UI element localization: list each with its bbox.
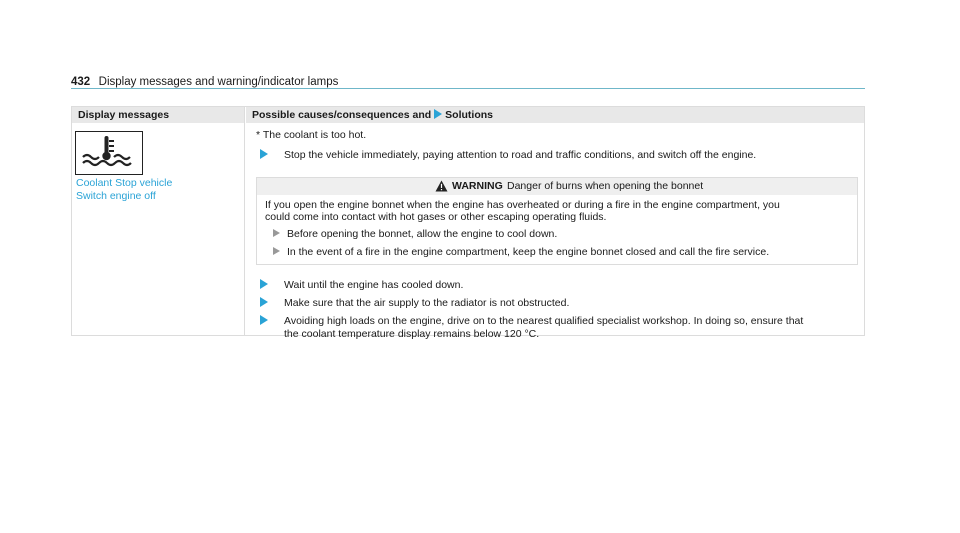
step-text: Wait until the engine has cooled down.	[284, 279, 464, 291]
warning-label: WARNING	[452, 180, 503, 192]
step-text: Make sure that the air supply to the radiator is not obstructed.	[284, 297, 570, 309]
arrow-icon	[434, 109, 442, 119]
warning-header	[257, 178, 857, 195]
col2-header-text: Possible causes/consequences and	[252, 109, 432, 121]
step-text	[284, 315, 864, 341]
warning-triangle-icon	[435, 180, 448, 198]
step-air-supply	[260, 297, 860, 310]
message-line-1: Coolant Stop vehicle	[76, 177, 173, 189]
step-text-line-2: the coolant temperature display remains below 120 °C.	[284, 328, 540, 340]
warning-body-line-1: If you open the engine bonnet when the engine has overheated or during a fire in the engine compartment, you	[265, 199, 780, 211]
step-wait-cool	[260, 279, 860, 292]
warning-step-cool-down	[273, 228, 843, 241]
cause-note: * The coolant is too hot.	[256, 129, 367, 141]
warning-box	[256, 177, 858, 265]
warning-step-text: Before opening the bonnet, allow the engine to cool down.	[287, 228, 558, 240]
message-line-2: Switch engine off	[76, 190, 156, 202]
col2-header-solutions: Solutions	[445, 109, 494, 121]
warning-title: Danger of burns when opening the bonnet	[507, 180, 704, 192]
warning-body	[265, 199, 851, 223]
gray-arrow-icon	[273, 229, 280, 237]
step-drive-workshop	[260, 315, 860, 340]
step-text: Stop the vehicle immediately, paying attention to road and traffic conditions, and switch off the engine.	[284, 149, 757, 161]
column-divider	[244, 107, 246, 335]
step-arrow-icon	[260, 315, 268, 325]
step-stop-vehicle	[260, 149, 860, 162]
step-arrow-icon	[260, 279, 268, 289]
col-header-display-messages: Display messages	[72, 107, 244, 123]
step-arrow-icon	[260, 297, 268, 307]
display-message-table	[71, 106, 865, 340]
step-arrow-icon	[260, 149, 268, 159]
gray-arrow-icon	[273, 247, 280, 255]
warning-body-line-2: could come into contact with hot gases or other escaping operating fluids.	[265, 211, 607, 223]
coolant-temperature-icon	[75, 131, 143, 175]
warning-step-fire	[273, 246, 843, 259]
header-rule	[71, 88, 865, 89]
col-header-causes-solutions	[246, 107, 864, 123]
page-number: 432	[71, 76, 91, 88]
warning-step-text: In the event of a fire in the engine compartment, keep the engine bonnet closed and call the fire service.	[287, 246, 770, 258]
step-text-line-1: Avoiding high loads on the engine, drive on to the nearest qualified specialist workshop. In doing so, ensure that	[284, 315, 804, 327]
header-title: Display messages and warning/indicator lamps	[98, 76, 339, 88]
